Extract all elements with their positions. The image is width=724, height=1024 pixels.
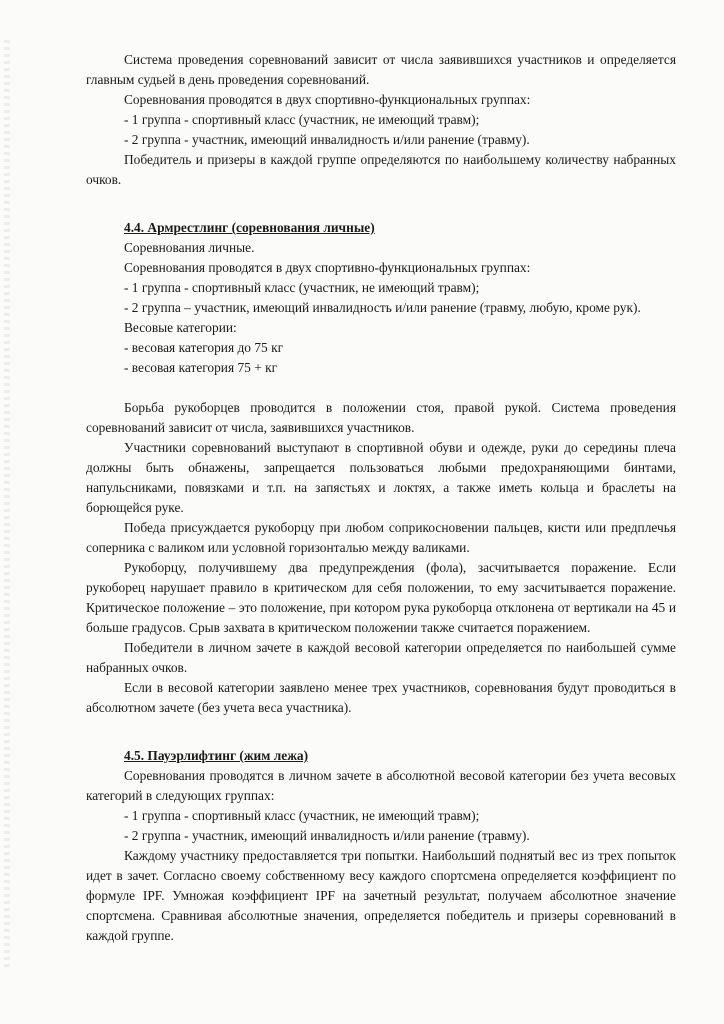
arm-personal: Соревнования личные. (124, 240, 255, 255)
arm-group-2: - 2 группа – участник, имеющий инвалидность и/или ранение (травму, любую, кроме рук). (124, 300, 641, 315)
arm-rules-3: Победа присуждается рукоборцу при любом соприкосновении пальцев, кисти или предплечья соперника с валиком или условной горизонталью между валиками. (86, 520, 676, 555)
scan-edge-mark (4, 40, 10, 970)
arm-rules-2: Участники соревнований выступают в спортивной обуви и одежде, руки до середины плеча должны быть обнажены, запрещается пользоваться любыми предохраняющими бинтами, напульсниками, повязками и т.п. на запястьях и локтях, а также иметь кольца и браслеты на борющейся руке. (86, 440, 676, 515)
arm-rules-1: Борьба рукоборцев проводится в положении стоя, правой рукой. Система проведения соревнований зависит от числа, заявившихся участников. (86, 400, 676, 435)
group-2: - 2 группа - участник, имеющий инвалидность и/или ранение (травму). (124, 132, 530, 147)
power-group-1: - 1 группа - спортивный класс (участник, не имеющий травм); (124, 808, 480, 823)
arm-rules-6: Если в весовой категории заявлено менее трех участников, соревнования будут проводиться в абсолютном зачете (без учета веса участника). (86, 680, 676, 715)
power-group-2: - 2 группа - участник, имеющий инвалидность и/или ранение (травму). (124, 828, 530, 843)
arm-rules-5: Победители в личном зачете в каждой весовой категории определяется по наибольшей сумме набранных очков. (86, 640, 676, 675)
arm-weight-2: - весовая категория 75 + кг (124, 360, 278, 375)
group-1: - 1 группа - спортивный класс (участник, не имеющий травм); (124, 112, 480, 127)
arm-rules-4: Рукоборцу, получившему два предупреждения (фола), засчитывается поражение. Если рукоборец нарушает правило в критическом для себя положении, то ему засчитывается поражение. Критическое положение – это положение, при котором рука рукоборца отклонена от вертикали на 45 и больше градусов. Срыв захвата в критическом положении также считается поражением. (86, 560, 676, 635)
power-rules: Каждому участнику предоставляется три попытки. Наибольший поднятый вес из трех попыток идет в зачет. Согласно своему собственному весу каждого спортсмена определяется коэффициент по формуле IPF. Умножая коэффициент IPF на зачетный результат, получаем абсолютное значение спортсмена. Сравнивая абсолютные значения, определяется победитель и призеры соревнований в каждой группе. (86, 848, 676, 943)
document-body (86, 50, 676, 946)
arm-groups-intro: Соревнования проводятся в двух спортивно-функциональных группах: (124, 260, 531, 275)
arm-group-1: - 1 группа - спортивный класс (участник, не имеющий травм); (124, 280, 480, 295)
section-heading-armwrestling: 4.4. Армрестлинг (соревнования личные) (124, 220, 375, 235)
intro-paragraph: Система проведения соревнований зависит от числа заявившихся участников и определяется главным судьей в день проведения соревнований. (86, 52, 676, 87)
section-heading-powerlifting: 4.5. Пауэрлифтинг (жим лежа) (124, 748, 309, 763)
arm-weights-label: Весовые категории: (124, 320, 237, 335)
power-intro: Соревнования проводятся в личном зачете в абсолютной весовой категории без учета весовых категорий в следующих группах: (86, 768, 676, 803)
winners-paragraph: Победитель и призеры в каждой группе определяются по наибольшему количеству набранных очков. (86, 152, 676, 187)
groups-intro: Соревнования проводятся в двух спортивно-функциональных группах: (124, 92, 531, 107)
arm-weight-1: - весовая категория до 75 кг (124, 340, 284, 355)
